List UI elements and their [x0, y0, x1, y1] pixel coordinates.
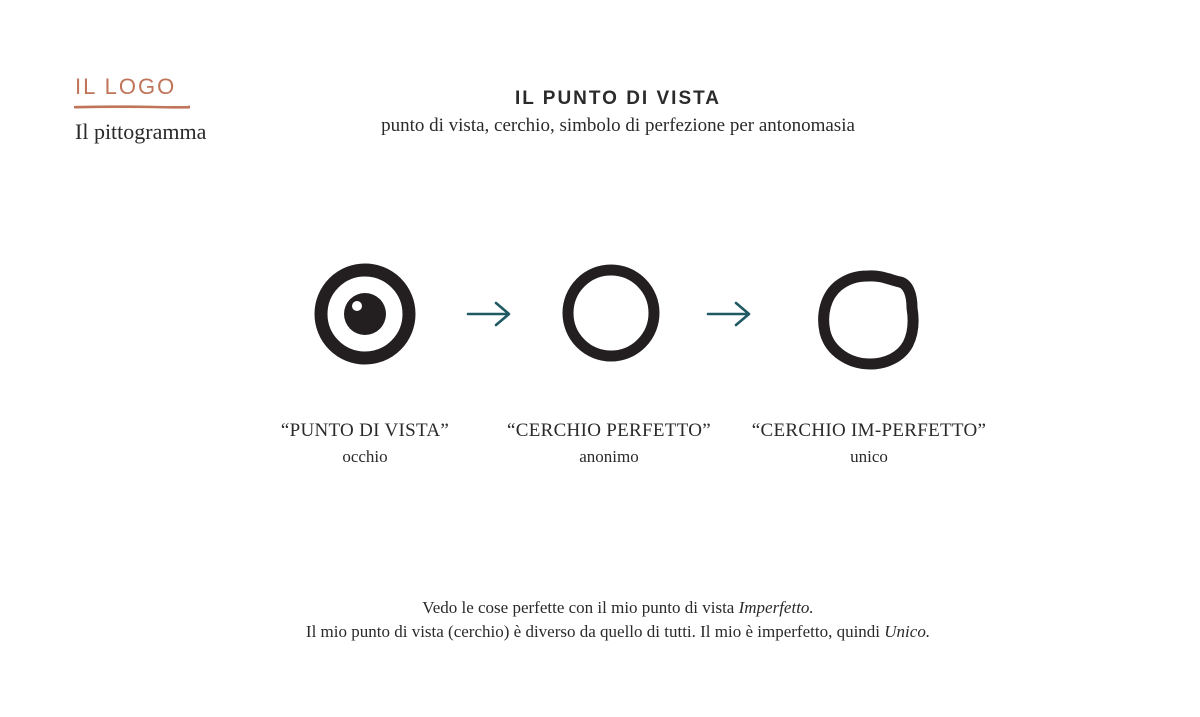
imperfect-circle-icon — [816, 268, 922, 374]
step-description: unico — [850, 447, 888, 466]
step-quote: “CERCHIO PERFETTO” — [506, 420, 712, 441]
closing-text: Vedo le cose perfette con il mio punto di vista — [422, 598, 739, 617]
circle-icon — [559, 262, 663, 366]
step-caption-point-of-view — [235, 420, 495, 467]
closing-line-1 — [0, 598, 1200, 618]
arrow-right-icon — [706, 300, 752, 328]
page-subtitle: punto di vista, cerchio, simbolo di perfezione per antonomasia — [381, 115, 855, 136]
section-label: IL LOGO — [75, 74, 177, 99]
closing-emphasis: Unico. — [884, 622, 931, 641]
section-subtitle: Il pittogramma — [75, 119, 207, 144]
closing-text: Il mio punto di vista (cerchio) è diverso da quello di tutti. Il mio è imperfetto, quindi — [305, 622, 885, 641]
closing-line-2 — [0, 622, 1200, 642]
step-description: occhio — [342, 447, 388, 466]
step-description: anonimo — [579, 447, 639, 466]
step-caption-imperfect-circle — [739, 420, 999, 467]
step-quote: “CERCHIO IM-PERFETTO” — [751, 420, 987, 441]
step-quote: “PUNTO DI VISTA” — [280, 420, 450, 441]
closing-emphasis: Imperfetto. — [738, 598, 814, 617]
step-caption-perfect-circle — [479, 420, 739, 467]
arrow-right-icon — [466, 300, 512, 328]
page-title: IL PUNTO DI VISTA — [514, 88, 722, 109]
eye-icon — [313, 262, 417, 366]
